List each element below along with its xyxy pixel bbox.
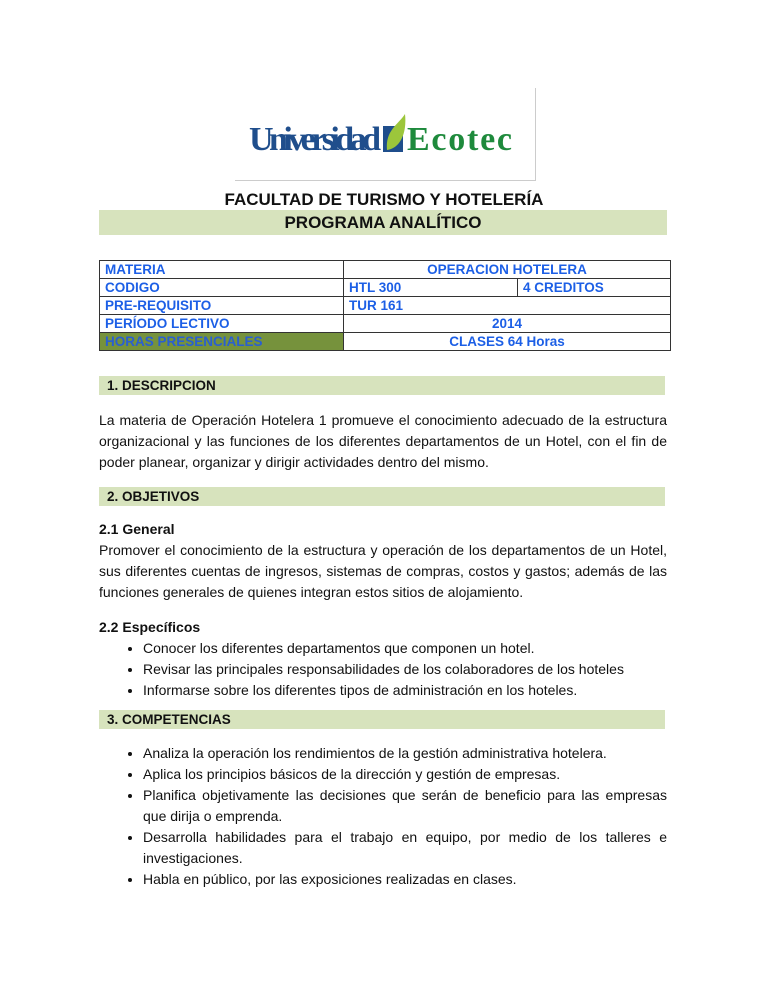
prereq-label: PRE-REQUISITO [100, 297, 344, 315]
objetivos-especificos [99, 617, 667, 701]
codigo-value: HTL 300 [344, 279, 518, 297]
list-item: • Desarrolla habilidades para el trabajo en equipo, por medio de los talleres e investigaciones. [143, 827, 667, 869]
list-item: • Aplica los principios básicos de la dirección y gestión de empresas. [143, 764, 667, 785]
competencias-body [99, 743, 667, 890]
university-logo [235, 88, 536, 181]
descripcion-text: La materia de Operación Hotelera 1 promueve el conocimiento adecuado de la estructura organizacional y las funciones de los diferentes departamentos de un Hotel, con el fin de poder planear, organizar y dirigir actividades dentro del mismo. [99, 412, 667, 470]
list-item: • Conocer los diferentes departamentos que componen un hotel. [143, 638, 667, 659]
list-item: • Planifica objetivamente las decisiones que serán de beneficio para las empresas que dirija o emprenda. [143, 785, 667, 827]
creditos-value: 4 CREDITOS [518, 279, 671, 297]
section-competencias-header: 3. COMPETENCIAS [99, 710, 665, 729]
codigo-label: CODIGO [100, 279, 344, 297]
competencias-list [99, 743, 667, 890]
faculty-title: FACULTAD DE TURISMO Y HOTELERÍA [224, 190, 544, 209]
objetivos-general [99, 519, 667, 603]
especificos-title: 2.2 Específicos [99, 619, 201, 635]
materia-label: MATERIA [100, 261, 344, 279]
general-text: Promover el conocimiento de la estructura y operación de los departamentos de un Hotel, sus diferentes cuentas de ingresos, sistemas de compras, costos y gastos; además de las funciones generales de quienes integran estos sitios de alojamiento. [99, 542, 667, 600]
list-item: • Informarse sobre los diferentes tipos de administración en los hoteles. [143, 680, 667, 701]
svg-text:Universidad: Universidad [249, 121, 381, 158]
section-objetivos-header: 2. OBJETIVOS [99, 487, 665, 506]
course-info-table [99, 260, 671, 351]
svg-text:Ecotec: Ecotec [407, 121, 512, 158]
list-item: • Analiza la operación los rendimientos de la gestión administrativa hotelera. [143, 743, 667, 764]
horas-label: HORAS PRESENCIALES [100, 333, 344, 351]
program-title: PROGRAMA ANALÍTICO [99, 210, 667, 235]
horas-value: CLASES 64 Horas [344, 333, 671, 351]
section-descripcion-header: 1. DESCRIPCION [99, 376, 665, 395]
prereq-value: TUR 161 [344, 297, 671, 315]
list-item: • Revisar las principales responsabilidades de los colaboradores de los hoteles [143, 659, 667, 680]
list-item: • Habla en público, por las exposiciones realizadas en clases. [143, 869, 667, 890]
materia-value: OPERACION HOTELERA [344, 261, 671, 279]
general-title: 2.1 General [99, 521, 175, 537]
periodo-value: 2014 [344, 315, 671, 333]
periodo-label: PERÍODO LECTIVO [100, 315, 344, 333]
especificos-list [99, 638, 667, 701]
